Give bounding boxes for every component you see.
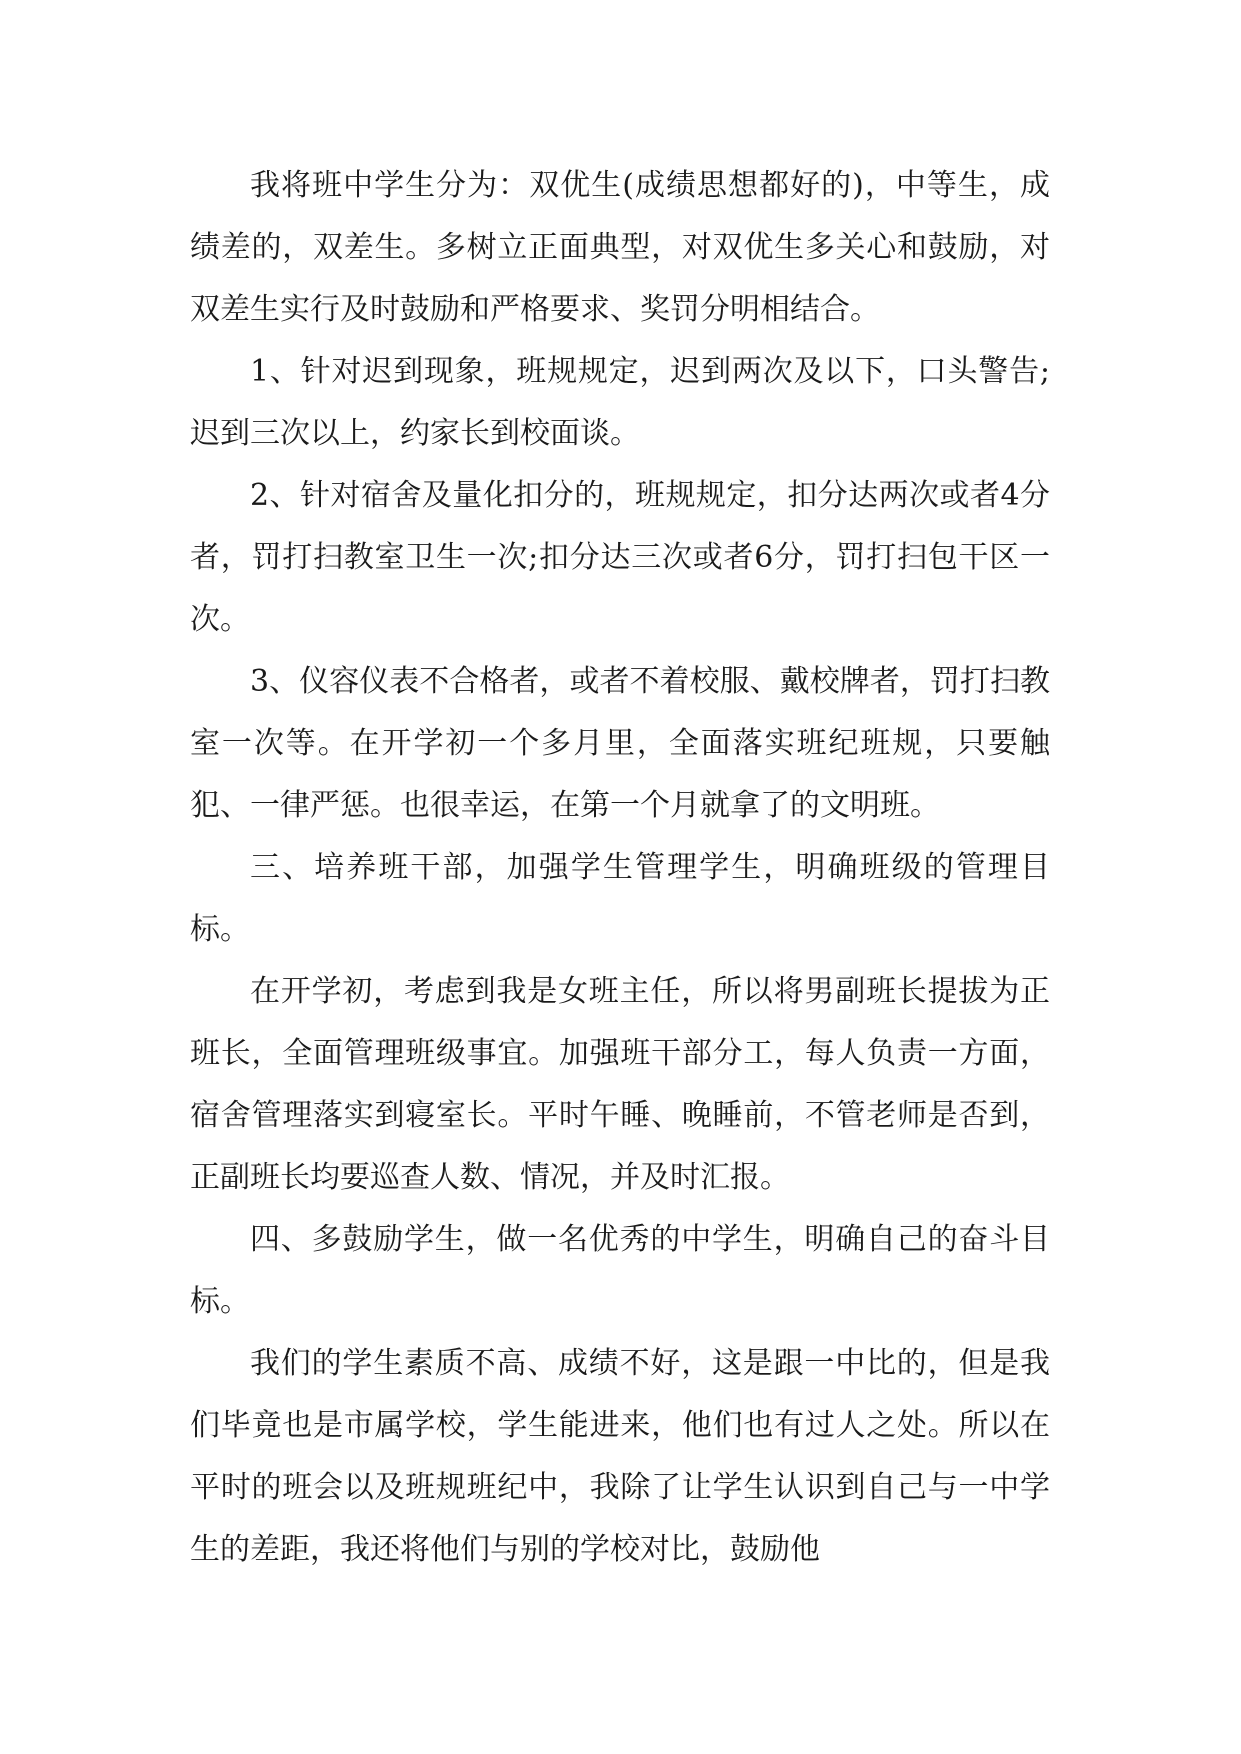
paragraph-rule-appearance: 3、仪容仪表不合格者，或者不着校服、戴校牌者，罚打扫教室一次等。在开学初一个多月里，全面落实班纪班规，只要触犯、一律严惩。也很幸运，在第一个月就拿了的文明班。	[190, 664, 1050, 823]
paragraph-encouragement: 我们的学生素质不高、成绩不好，这是跟一中比的，但是我们毕竟也是市属学校，学生能进来，他们也有过人之处。所以在平时的班会以及班规班纪中，我除了让学生认识到自己与一中学生的差距，我还将他们与别的学校对比，鼓励他	[190, 1346, 1050, 1567]
document-body	[190, 155, 1050, 1581]
paragraph-student-categories: 我将班中学生分为：双优生(成绩思想都好的)，中等生，成绩差的，双差生。多树立正面典型，对双优生多关心和鼓励，对双差生实行及时鼓励和严格要求、奖罚分明相结合。	[190, 168, 1050, 327]
section-heading-class-leaders: 三、培养班干部，加强学生管理学生，明确班级的管理目标。	[190, 850, 1050, 947]
paragraph-rule-lateness: 1、针对迟到现象，班规规定，迟到两次及以下，口头警告;迟到三次以上，约家长到校面谈。	[190, 354, 1050, 451]
paragraph-rule-dormitory: 2、针对宿舍及量化扣分的，班规规定，扣分达两次或者4分者，罚打扫教室卫生一次;扣分达三次或者6分，罚打扫包干区一次。	[190, 478, 1050, 637]
section-heading-encouragement: 四、多鼓励学生，做一名优秀的中学生，明确自己的奋斗目标。	[190, 1222, 1050, 1319]
paragraph-class-leaders: 在开学初，考虑到我是女班主任，所以将男副班长提拔为正班长，全面管理班级事宜。加强班干部分工，每人负责一方面，宿舍管理落实到寝室长。平时午睡、晚睡前，不管老师是否到，正副班长均要巡查人数、情况，并及时汇报。	[190, 974, 1050, 1195]
